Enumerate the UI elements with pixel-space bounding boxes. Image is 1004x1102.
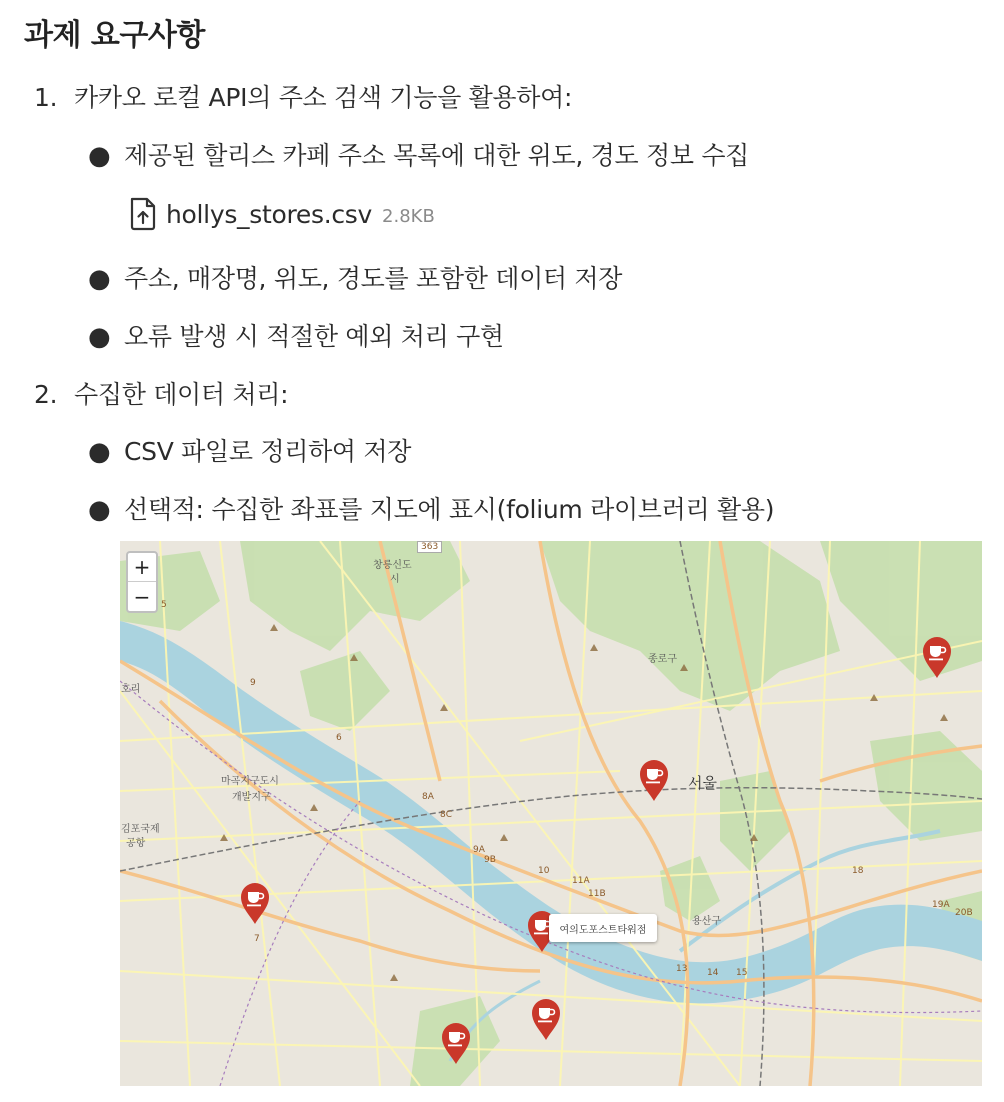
file-attachment[interactable]	[128, 196, 435, 232]
page-heading: 과제 요구사항	[24, 18, 205, 53]
map-label-gimpo: 김포국제	[121, 824, 160, 835]
map-label-goyang: 시	[390, 574, 400, 585]
map-label-magok: 개발지구	[232, 792, 271, 803]
bullet-icon: ●	[88, 495, 111, 525]
file-upload-icon	[128, 196, 158, 232]
map-label-seoul: 서울	[688, 774, 717, 792]
map-label-yongsan: 용산구	[692, 916, 721, 927]
list-number: 1.	[34, 83, 58, 112]
coffee-cup-icon[interactable]	[530, 997, 562, 1041]
zoom-out-button[interactable]: −	[133, 584, 151, 609]
marker-tooltip: 여의도포스트타워점	[549, 914, 657, 942]
road-number: 7	[254, 934, 260, 944]
road-number: 18	[852, 866, 864, 876]
road-number: 14	[707, 968, 719, 978]
list-number: 2.	[34, 380, 58, 409]
road-number: 11B	[588, 889, 606, 899]
road-number: 8A	[422, 792, 434, 802]
road-number: 10	[538, 866, 550, 876]
folium-map[interactable]	[120, 541, 982, 1086]
map-label-jongno: 종로구	[648, 654, 677, 665]
map-label-gimpo: 공항	[126, 838, 146, 849]
road-number: 20B	[955, 908, 973, 918]
road-number: 9	[250, 678, 256, 688]
road-number: 11A	[572, 876, 590, 886]
list-item-text: 카카오 로컬 API의 주소 검색 기능을 활용하여:	[74, 83, 573, 112]
file-name[interactable]: hollys_stores.csv	[166, 199, 373, 229]
bullet-text: 제공된 할리스 카페 주소 목록에 대한 위도, 경도 정보 수집	[124, 141, 750, 170]
bullet-icon: ●	[88, 264, 111, 294]
map-label-magok: 마곡지구도시	[221, 776, 279, 787]
bullet-item	[88, 432, 411, 468]
bullet-text: 선택적: 수집한 좌표를 지도에 표시(folium 라이브러리 활용)	[124, 495, 775, 524]
map-label-goyang: 창릉신도	[373, 560, 412, 571]
zoom-control	[126, 551, 158, 613]
bullet-item	[88, 259, 622, 295]
list-item-1	[34, 78, 572, 114]
bullet-text: 주소, 매장명, 위도, 경도를 포함한 데이터 저장	[124, 264, 623, 293]
road-number: 9B	[484, 855, 496, 865]
bullet-text: CSV 파일로 정리하여 저장	[124, 437, 412, 466]
file-size: 2.8KB	[382, 205, 435, 227]
road-number: 19A	[932, 900, 950, 910]
bullet-icon: ●	[88, 322, 111, 352]
map-label-hori: 호리	[121, 684, 141, 695]
coffee-cup-icon[interactable]	[440, 1021, 472, 1065]
road-number: 5	[161, 600, 167, 610]
road-number: 8C	[440, 810, 453, 820]
road-number: 9A	[473, 845, 485, 855]
road-shield: 363	[417, 541, 442, 553]
bullet-item	[88, 490, 774, 526]
bullet-item	[88, 136, 749, 172]
bullet-item	[88, 317, 504, 353]
bullet-text: 오류 발생 시 적절한 예외 처리 구현	[124, 322, 504, 351]
list-item-2	[34, 375, 288, 411]
bullet-icon: ●	[88, 437, 111, 467]
road-number: 6	[336, 733, 342, 743]
coffee-cup-icon[interactable]	[239, 881, 271, 925]
coffee-cup-icon[interactable]	[921, 635, 953, 679]
zoom-in-button[interactable]: +	[128, 553, 156, 582]
road-number: 13	[676, 964, 688, 974]
coffee-cup-icon[interactable]	[638, 758, 670, 802]
list-item-text: 수집한 데이터 처리:	[74, 380, 289, 409]
bullet-icon: ●	[88, 141, 111, 171]
road-number: 15	[736, 968, 748, 978]
